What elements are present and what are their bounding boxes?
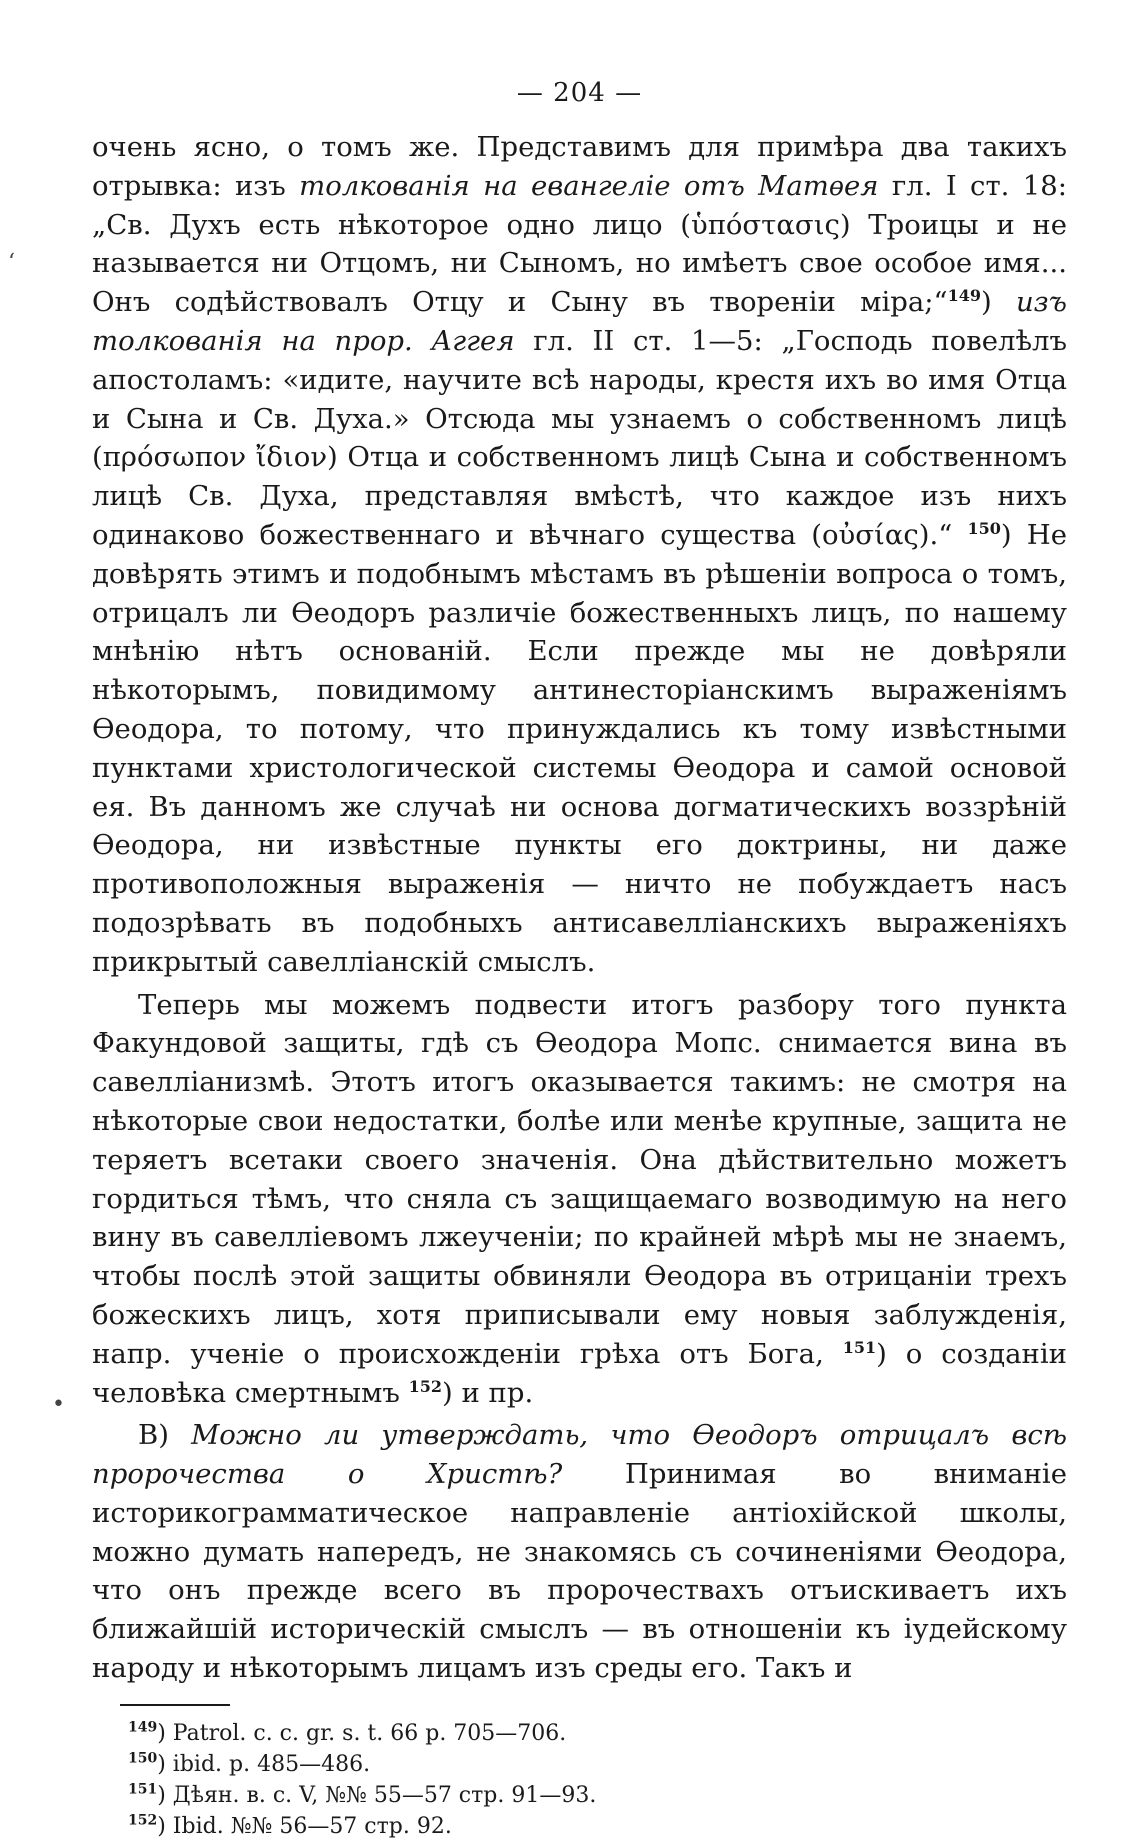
footnote xyxy=(128,1749,1067,1780)
footnote-text: ) Patrol. c. c. gr. s. t. 66 p. 705—706. xyxy=(157,1720,567,1746)
footnote xyxy=(128,1811,1067,1842)
italic-title: изъ толкованія на прор. Аггея xyxy=(92,286,1067,357)
margin-mark-upper: ʻ xyxy=(8,250,15,275)
text-run: Теперь мы можемъ подвести итогъ разбору того пункта Факундовой защиты, гдѣ съ Ѳеодора Мопс. снимается вина въ савелліанизмѣ. Этотъ итогъ оказывается такимъ: не смотря на нѣкоторые свои недостатки, болѣе или менѣе крупные, защита не теряетъ всетаки своего значенія. Она дѣйствительно можетъ гордиться тѣмъ, что сняла съ защищаемаго возводимую на него вину въ савелліевомъ лжеученіи; по крайней мѣрѣ мы не знаемъ, чтобы послѣ этой защиты обвиняли Ѳеодора въ отрицаніи трехъ божескихъ лицъ, хотя приписывали ему новыя заблужденія, напр. ученіе о происхожденіи грѣха отъ Бога, xyxy=(92,988,1067,1370)
body-text xyxy=(92,128,1067,1688)
footnote-number: 151 xyxy=(128,1781,158,1798)
footnote-text: ) ibid. p. 485—486. xyxy=(157,1751,371,1777)
footnote-ref: 151 xyxy=(842,1337,877,1357)
text-run: ) xyxy=(981,286,1016,319)
footnote xyxy=(128,1780,1067,1811)
footnote-number: 150 xyxy=(128,1750,158,1767)
footnote-divider xyxy=(120,1704,230,1706)
footnote-text: ) Дѣян. в. с. V, №№ 55—57 стр. 91—93. xyxy=(157,1782,597,1808)
text-run: Принимая во вниманіе историкограмматическое направленіе антіохійской школы, можно думать напередъ, не знакомясь съ сочиненіями Ѳеодора, что онъ прежде всего въ пророчествахъ отъискиваетъ ихъ ближайшій историческій смыслъ — въ отношеніи къ іудейскому народу и нѣкоторымъ лицамъ изъ среды его. Такъ и xyxy=(92,1458,1067,1685)
footnotes xyxy=(92,1718,1067,1842)
footnote-ref: 152 xyxy=(408,1376,443,1396)
document-page xyxy=(92,70,1067,1842)
text-run: ) и пр. xyxy=(442,1376,534,1409)
text-run: ) Не довѣрять этимъ и подобнымъ мѣстамъ въ рѣшеніи вопроса о томъ, отрицалъ ли Ѳеодоръ различіе божественныхъ лицъ, по нашему мнѣнію нѣтъ основаній. Если прежде мы не довѣряли нѣкоторымъ, повидимому антинесторіанскимъ выраженіямъ Ѳеодора, то потому, что принуждались къ тому извѣстными пунктами христологической системы Ѳеодора и самой основой ея. Въ данномъ же случаѣ ни основа догматическихъ воззрѣній Ѳеодора, ни извѣстные пункты его доктрины, ни даже противоположныя выраженія — ничто не побуждаетъ насъ подозрѣвать въ подобныхъ антисавелліанскихъ выраженіяхъ прикрытый савелліанскій смыслъ. xyxy=(92,518,1067,978)
paragraph xyxy=(92,1416,1067,1688)
paragraph xyxy=(92,128,1067,982)
footnote-ref: 150 xyxy=(967,518,1001,538)
margin-mark-lower: • xyxy=(52,1392,65,1417)
text-run: В) xyxy=(138,1419,192,1452)
text-run: очень ясно, о томъ же. Представимъ для примѣра два такихъ отрывка: изъ xyxy=(92,131,1067,202)
footnote xyxy=(128,1718,1067,1749)
text-run: ) о созданіи человѣка смертнымъ xyxy=(92,1337,1067,1409)
italic-title: Можно ли утверждать, что Ѳеодоръ отрицалъ всѣ пророчества о Христѣ? xyxy=(92,1419,1067,1491)
text-run: гл. II ст. 1—5: „Господь повелѣлъ апостоламъ: «идите, научите всѣ народы, крестя ихъ во имя Отца и Сына и Св. Духа.» Отсюда мы узнаемъ о собственномъ лицѣ (πρόσωπον ἴδιον) Отца и собственномъ лицѣ Сына и собственномъ лицѣ Св. Духа, представляя вмѣстѣ, что каждое изъ нихъ одинаково божественнаго и вѣчнаго существа (οὐσίας).“ xyxy=(92,324,1067,551)
page-number: — 204 — xyxy=(516,78,643,108)
paragraph xyxy=(92,986,1067,1413)
footnote-number: 149 xyxy=(128,1719,158,1736)
footnote-text: ) Ibid. №№ 56—57 стр. 92. xyxy=(157,1813,452,1839)
italic-title: толкованія на евангеліе отъ Матѳея xyxy=(299,169,879,202)
footnote-number: 152 xyxy=(128,1812,158,1829)
footnote-ref: 149 xyxy=(947,286,981,306)
text-run: гл. I ст. 18: „Св. Духъ есть нѣкоторое одно лицо (ὑπόστασις) Троицы и не называется ни Отцомъ, ни Сыномъ, но имѣетъ свое особое имя... Онъ содѣйствовалъ Отцу и Сыну въ твореніи міра;“ xyxy=(92,169,1068,319)
